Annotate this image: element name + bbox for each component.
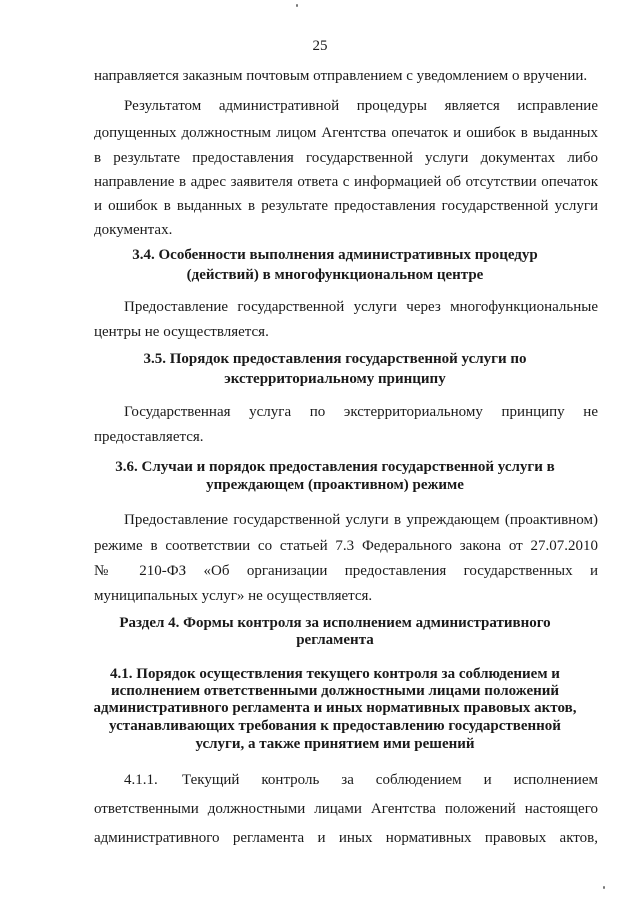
section-heading-4-1: административного регламента и иных нормативных правовых актов, <box>93 700 577 716</box>
paragraph-line: муниципальных услуг» не осуществляется. <box>94 588 373 604</box>
paragraph-line: в результате предоставления государственной услуги документах либо <box>94 150 598 166</box>
section-heading-4: Раздел 4. Формы контроля за исполнением административного <box>119 615 551 631</box>
section-heading-4-1: 4.1. Порядок осуществления текущего контроля за соблюдением и <box>110 666 560 682</box>
section-heading-3-4: (действий) в многофункциональном центре <box>186 267 484 283</box>
section-heading-3-4: 3.4. Особенности выполнения административных процедур <box>132 247 538 263</box>
paragraph-line: Предоставление государственной услуги через многофункциональные <box>124 299 598 315</box>
section-heading-4-1: устанавливающих требования к предоставлению государственной <box>109 718 561 734</box>
paragraph-line: режиме в соответствии со статьей 7.3 Федерального закона от 27.07.2010 <box>94 538 598 554</box>
paragraph-line: допущенных должностным лицом Агентства опечаток и ошибок в выданных <box>94 125 598 141</box>
page-number: 25 <box>312 38 328 54</box>
paragraph-line: предоставляется. <box>94 429 204 445</box>
paragraph-line: и ошибок в выданных в результате предоставления государственной услуги <box>94 198 598 214</box>
paragraph-line: № 210-ФЗ «Об организации предоставления государственных и <box>94 563 598 579</box>
paragraph-line: Результатом административной процедуры является исправление <box>124 98 598 114</box>
paragraph-line: Текущий контроль за соблюдением и исполнением <box>182 772 598 788</box>
paragraph-line: административного регламента и иных нормативных правовых актов, <box>94 830 598 846</box>
paragraph-line: ответственными должностными лицами Агентства положений настоящего <box>94 801 598 817</box>
paragraph-line: центры не осуществляется. <box>94 324 269 340</box>
section-heading-3-5: 3.5. Порядок предоставления государственной услуги по <box>143 351 527 367</box>
section-heading-3-5: экстерриториальному принципу <box>224 371 446 387</box>
section-heading-3-6: упреждающем (проактивном) режиме <box>206 477 464 493</box>
paragraph-line: Государственная услуга по экстерриториальному принципу не <box>124 404 598 420</box>
paragraph-line: направляется заказным почтовым отправлением с уведомлением о вручении. <box>94 68 588 84</box>
section-heading-4-1: услуги, а также принятием ими решений <box>195 736 475 752</box>
item-number-4-1-1: 4.1.1. <box>124 772 158 788</box>
section-heading-3-6: 3.6. Случаи и порядок предоставления государственной услуги в <box>115 459 555 475</box>
paragraph-line: Предоставление государственной услуги в упреждающем (проактивном) <box>124 512 598 528</box>
scan-speck <box>603 886 605 889</box>
paragraph-line: документах. <box>94 222 173 238</box>
paragraph-line: направление в адрес заявителя ответа с информацией об отсутствии опечаток <box>94 174 598 190</box>
section-heading-4-1: исполнением ответственными должностными лицами положений <box>110 683 560 699</box>
section-heading-4: регламента <box>296 632 374 648</box>
scan-speck <box>296 4 298 7</box>
